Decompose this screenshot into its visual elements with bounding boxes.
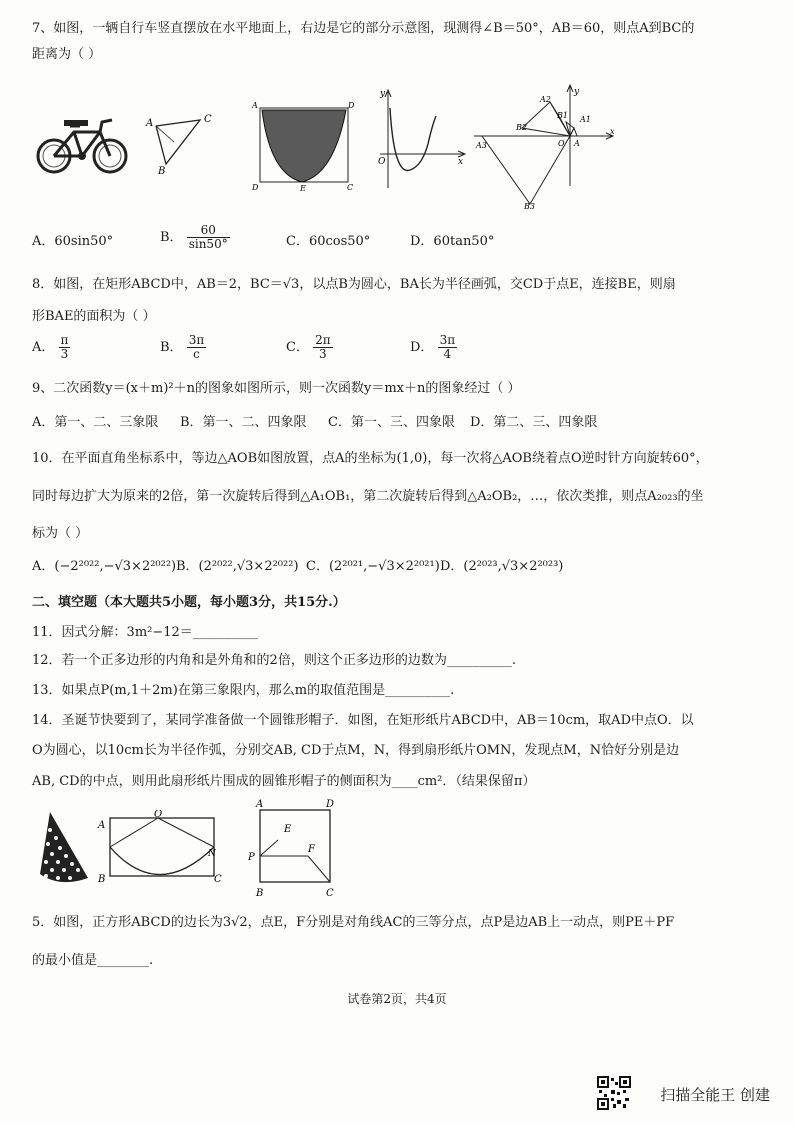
- rot-label-x: x: [610, 127, 615, 136]
- rot-label-y: y: [574, 87, 580, 97]
- q7-option-b[interactable]: [160, 224, 230, 251]
- rect-label-n: N: [208, 849, 216, 859]
- q8-option-d-prefix: D．: [410, 340, 434, 355]
- q9-stem-line1: 9、二次函数y＝(x＋m)²＋n的图象如图所示，则一次函数y＝mx＋n的图象经过（ ）: [32, 381, 521, 396]
- parabola-graph-figure: [376, 86, 472, 194]
- q14-stem-line1: 14．圣诞节快要到了，某同学准备做一个圆锥形帽子．如图，在矩形纸片ABCD中，AB＝10cm，取AD中点O．以: [32, 713, 694, 728]
- q8-option-b-numerator: 3π: [188, 333, 205, 347]
- rect-label-c: C: [214, 874, 222, 885]
- rectangle-arc-figure: [96, 810, 228, 886]
- tri-label-b: B: [158, 166, 166, 177]
- rect-label-a: A: [98, 820, 106, 831]
- parabola-label-o: O: [378, 157, 386, 167]
- rotating-triangles-figure: [470, 82, 620, 210]
- sq-label-f: F: [308, 844, 315, 855]
- rect-label-o: O: [154, 810, 163, 820]
- q10-option-a[interactable]: A．(−2²⁰²²,−√3×2²⁰²²): [32, 559, 177, 574]
- q8-option-a-numerator: π: [60, 333, 69, 347]
- q8-option-d-denominator: 4: [443, 347, 452, 361]
- q8-option-d-numerator: 3π: [439, 333, 456, 347]
- q7-option-b-numerator: 60: [187, 224, 230, 238]
- triangle-abc-figure: [142, 112, 218, 178]
- rot-label-a2: A2: [540, 95, 551, 104]
- q14-stem-line2: O为圆心，以10cm长为半径作弧，分别交AB, CD于点M，N，得到扇形纸片OMN，发现点M，N恰好分别是边: [32, 743, 680, 758]
- q9-option-a[interactable]: A．第一、二、三象限: [32, 415, 159, 430]
- scanner-watermark: 扫描全能王 创建: [660, 1086, 770, 1104]
- bicycle-illustration: [34, 114, 130, 176]
- rect-label-b: B: [98, 874, 106, 885]
- sq-label-b: B: [256, 888, 264, 899]
- q13-stem: 13．如果点P(m,1＋2m)在第三象限内，那么m的取值范围是__________.: [32, 683, 455, 698]
- q8-option-c-fraction: [313, 334, 333, 361]
- q8-option-b-prefix: B．: [160, 340, 183, 355]
- q10-stem-line3: 标为（ ）: [32, 526, 89, 541]
- q10-stem-line1: 10．在平面直角坐标系中，等边△AOB如图放置，点A的坐标为(1,0)，每一次将△AOB绕着点O逆时针方向旋转60°，: [32, 451, 709, 466]
- q8-option-d-fraction: [438, 334, 458, 361]
- q15-stem-line2: 的最小值是________.: [32, 953, 154, 968]
- tri-label-c: C: [204, 114, 212, 125]
- page-footer: 试卷第2页，共4页: [347, 992, 447, 1006]
- rot-label-b3: B3: [524, 202, 535, 210]
- sq-label-e: E: [284, 824, 292, 835]
- q9-option-b[interactable]: B．第一、二、四象限: [180, 415, 307, 430]
- q9-option-d[interactable]: D．第二、三、四象限: [470, 415, 598, 430]
- rot-label-o: O: [558, 139, 565, 148]
- rot-label-b2: B2: [516, 123, 527, 132]
- q8-option-a-prefix: A．: [32, 340, 55, 355]
- rot-label-a3: A3: [476, 141, 487, 150]
- q15-stem-line1: 5．如图，正方形ABCD的边长为3√2，点E，F分别是对角线AC的三等分点，点P是边AB上一动点，则PE＋PF: [32, 915, 675, 930]
- q8-option-a-denominator: 3: [60, 347, 69, 361]
- q8-option-c-prefix: C．: [286, 340, 309, 355]
- q7-option-b-prefix: B．: [160, 230, 183, 245]
- q7-option-d[interactable]: D．60tan50°: [410, 234, 495, 249]
- q10-option-b[interactable]: B．(2²⁰²²,√3×2²⁰²²): [176, 559, 299, 574]
- q9-option-c[interactable]: C．第一、三、四象限: [328, 415, 455, 430]
- q8-option-c-denominator: 3: [319, 347, 327, 361]
- q10-option-d[interactable]: D．(2²⁰²³,√3×2²⁰²³): [440, 559, 564, 574]
- q7-option-a[interactable]: A．60sin50°: [32, 234, 114, 249]
- shade-label-c: C: [347, 183, 354, 192]
- q10-stem-line2: 同时每边扩大为原来的2倍，第一次旋转后得到△A₁OB₁，第二次旋转后得到△A₂OB₂，…，依次类推，则点A₂₀₂₃的坐: [32, 489, 704, 504]
- q7-stem-line2: 距离为（ ）: [32, 47, 102, 62]
- sq-label-d: D: [326, 799, 335, 810]
- shade-label-a: A: [252, 101, 258, 110]
- q7-stem-line1: 7、如图，一辆自行车竖直摆放在水平地面上，右边是它的部分示意图，现测得∠B＝50°，AB＝60，则点A到BC的: [32, 21, 695, 36]
- q7-option-c[interactable]: C．60cos50°: [286, 234, 371, 249]
- shaded-arc-rectangle-figure: [252, 100, 356, 192]
- shade-label-e: E: [300, 184, 306, 192]
- q14-stem-line3: AB, CD的中点，则用此扇形纸片围成的圆锥形帽子的侧面积为____cm²．（结果保留π）: [32, 774, 536, 789]
- parabola-label-x: x: [458, 157, 464, 167]
- rot-label-a1: A1: [580, 115, 591, 124]
- q7-option-b-fraction: [187, 224, 230, 251]
- q8-option-b[interactable]: [160, 334, 206, 361]
- tri-label-a: A: [146, 118, 154, 129]
- q10-option-c[interactable]: C．(2²⁰²¹,−√3×2²⁰²¹): [306, 559, 440, 574]
- shade-label-d: D: [348, 101, 355, 110]
- q8-option-d[interactable]: [410, 334, 457, 361]
- parabola-label-y: y: [380, 89, 386, 99]
- q8-option-b-fraction: [187, 334, 207, 361]
- q8-stem-line2: 形BAE的面积为（ ）: [32, 309, 156, 324]
- qr-code-icon: [597, 1076, 631, 1110]
- q7-option-b-denominator: sin50°: [188, 237, 228, 251]
- cone-hat-illustration: [36, 808, 96, 890]
- sq-label-a: A: [256, 799, 264, 810]
- q8-option-a[interactable]: [32, 334, 70, 361]
- q11-stem: 11．因式分解：3m²−12＝__________: [32, 625, 258, 640]
- rot-label-a: A: [574, 139, 580, 148]
- q8-stem-line1: 8．如图，在矩形ABCD中，AB＝2，BC＝√3，以点B为圆心，BA长为半径画弧，交CD于点E，连接BE，则扇: [32, 277, 676, 292]
- q8-option-c-numerator: 2π: [315, 333, 331, 347]
- q8-option-a-fraction: [59, 334, 71, 361]
- shade-label-d2: D: [252, 183, 259, 192]
- sq-label-p: P: [248, 852, 255, 863]
- q12-stem: 12．若一个正多边形的内角和是外角和的2倍，则这个正多边形的边数为__________.: [32, 653, 516, 668]
- sq-label-c: C: [326, 888, 334, 899]
- q8-option-c[interactable]: [286, 334, 333, 361]
- q8-option-b-denominator: c: [193, 347, 200, 361]
- square-abcd-figure: [248, 798, 344, 900]
- section2-title: 二、填空题（本大题共5小题，每小题3分，共15分.）: [32, 595, 346, 610]
- rot-label-b1: B1: [557, 111, 568, 120]
